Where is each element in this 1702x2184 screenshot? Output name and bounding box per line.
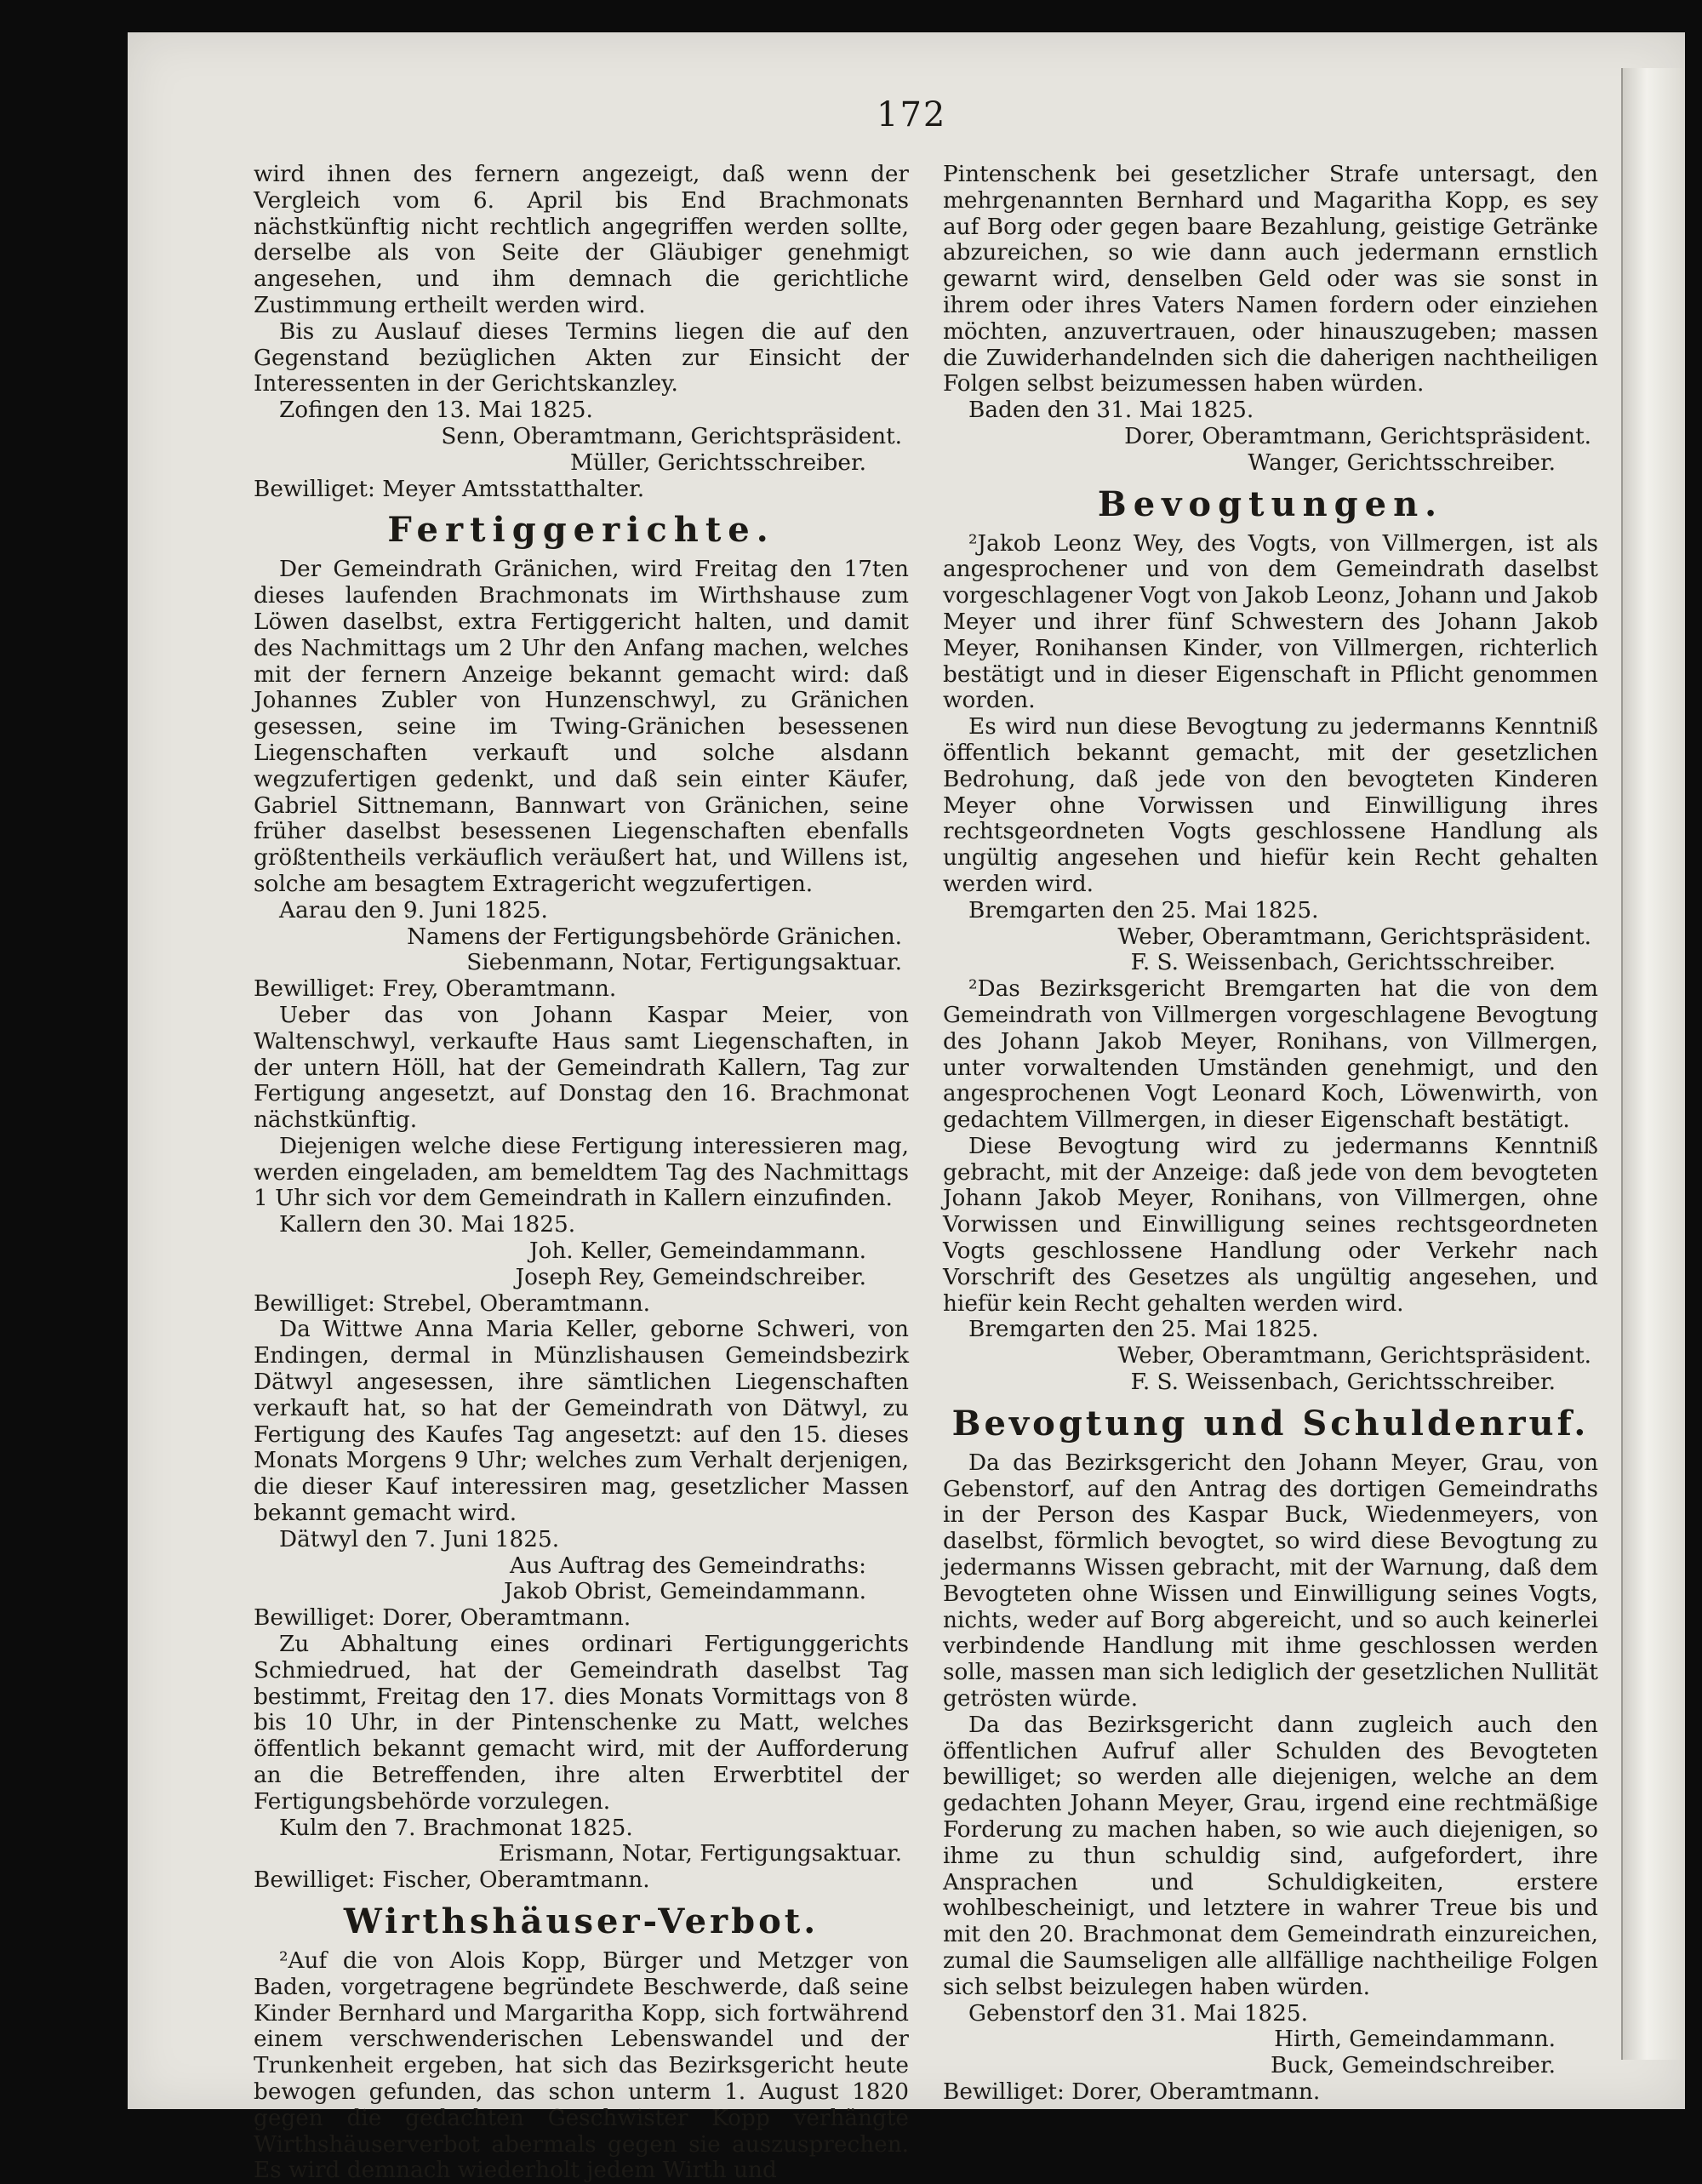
approval-line: Bewilliget: Dorer, Oberamtmann. [254, 1605, 631, 1632]
approval-line: Bewilliget: Dorer, Oberamtmann. [943, 2078, 1321, 2105]
paragraph: ²Das Bezirksgericht Bremgarten hat die von dem Gemeindrath von Villmergen vorgeschlagene Bevogtung des Johann Jakob Meyer, Ronihans, von Villmergen, unter vorwaltenden Umständen genehmigt, und den angesprochenen Vogt Leonard Koch, Löwenwirth, von gedachtem Villmergen, in dieser Eigenschaft bestätigt. [943, 976, 1598, 1134]
place-date: Gebenstorf den 31. Mai 1825. [968, 2000, 1308, 2027]
place-date: Baden den 31. Mai 1825. [968, 397, 1254, 424]
signature: Erismann, Notar, Fertigungsaktuar. [498, 1841, 902, 1867]
place-date: Zofingen den 13. Mai 1825. [279, 397, 593, 424]
right-column [943, 162, 1598, 2106]
signature: Buck, Gemeindschreiber. [1270, 2053, 1556, 2079]
signature: Jakob Obrist, Gemeindammann. [503, 1579, 866, 1605]
paragraph: Ueber das von Johann Kaspar Meier, von Waltenschwyl, verkaufte Haus samt Liegenschaften, in der untern Höll, hat der Gemeindrath Kallern, Tag zur Fertigung angesetzt, auf Donstag den 16. Brachmonat nächstkünftig. [254, 1002, 909, 1134]
section-heading-wirthshaeuser-verbot: Wirthshäuser-Verbot. [343, 1901, 820, 1941]
paragraph: ²Auf die von Alois Kopp, Bürger und Metzger von Baden, vorgetragene begründete Beschwerde, daß seine Kinder Bernhard und Margaritha Kopp, sich fortwährend einem verschwenderischen Lebenswandel und der Trunkenheit ergeben, hat sich das Bezirksgericht heute bewogen gefunden, das schon unterm 1. August 1820 gegen die gedachten Geschwister Kopp verhängte Wirthshäuserverbot abermals gegen sie auszusprechen. Es wird demnach wiederholt jedem Wirth und [254, 1948, 909, 2184]
approval-line: Bewilliget: Meyer Amtsstatthalter. [254, 476, 645, 502]
paragraph: wird ihnen des fernern angezeigt, daß wenn der Vergleich vom 6. April bis End Brachmonats nächstkünftig nicht rechtlich angegriffen werden sollte, derselbe als von Seite der Gläubiger genehmigt angesehen, und ihm demnach die gerichtliche Zustimmung ertheilt werden wird. [254, 162, 909, 318]
page-fold-edge [1621, 68, 1682, 2060]
place-date: Bremgarten den 25. Mai 1825. [968, 1317, 1319, 1343]
page-number: 172 [877, 95, 947, 134]
section-heading-fertiggerichte: Fertiggerichte. [387, 510, 775, 551]
signature: Aus Auftrag des Gemeindraths: [509, 1552, 866, 1579]
section-heading-bevogtung-und-schuldenruf: Bevogtung und Schuldenruf. [951, 1403, 1590, 1444]
signature: Weber, Oberamtmann, Gerichtspräsident. [1117, 1343, 1591, 1369]
place-date: Aarau den 9. Juni 1825. [279, 897, 548, 923]
signature: Dorer, Oberamtmann, Gerichtspräsident. [1124, 423, 1591, 449]
paragraph: Pintenschenk bei gesetzlicher Strafe untersagt, den mehrgenannten Bernhard und Magaritha Kopp, es sey auf Borg oder gegen baare Bezahlung, geistige Getränke abzureichen, so wie dann auch jedermann ernstlich gewarnt wird, denselben Geld oder was sie sonst in ihrem oder ihres Vaters Namen fordern oder einziehen möchten, anzuvertrauen, oder hinauszugeben; massen die Zuwiderhandelnden sich die daherigen nachtheiligen Folgen selbst beizumessen haben würden. [943, 162, 1598, 397]
paragraph: Es wird nun diese Bevogtung zu jedermanns Kenntniß öffentlich bekannt gemacht, mit der gesetzlichen Bedrohung, daß jede von den bevogteten Kinderen Meyer ohne Vorwissen und Einwilligung ihres rechtsgeordneten Vogts geschlossene Handlung als ungültig angesehen und hiefür kein Recht gehalten werden wird. [943, 714, 1598, 897]
paragraph: Diese Bevogtung wird zu jedermanns Kenntniß gebracht, mit der Anzeige: daß jede von dem bevogteten Johann Jakob Meyer, Ronihans, von Villmergen, ohne Vorwissen und Einwilligung seines rechtsgeordneten Vogts geschlossene Handlung oder Verkehr nach Vorschrift des Gesetzes als ungültig angesehen, und hiefür kein Recht gehalten werden wird. [943, 1133, 1598, 1317]
place-date: Dätwyl den 7. Juni 1825. [279, 1526, 560, 1552]
signature: F. S. Weissenbach, Gerichtsschreiber. [1130, 950, 1556, 976]
section-heading-bevogtungen: Bevogtungen. [1097, 483, 1444, 524]
approval-line: Bewilliget: Frey, Oberamtmann. [254, 976, 617, 1003]
signature: F. S. Weissenbach, Gerichtsschreiber. [1130, 1369, 1556, 1396]
approval-line: Bewilliget: Strebel, Oberamtmann. [254, 1290, 651, 1317]
paragraph: Da das Bezirksgericht den Johann Meyer, Grau, von Gebenstorf, auf den Antrag des dortigen Gemeindraths in der Person des Kaspar Buck, Wiedenmeyers, von daselbst, förmlich bevogtet, so wird diese Bevogtung zu jedermanns Wissen gebracht, mit der Warnung, daß dem Bevogteten ohne Wissen und Einwilligung seines Vogts, nichts, weder auf Borg abgereicht, und so auch keinerlei verbindende Handlung mit ihme geschlossen werden solle, massen man sich lediglich der gesetzlichen Nullität getrösten würde. [943, 1449, 1598, 1712]
paragraph: Der Gemeindrath Gränichen, wird Freitag den 17ten dieses laufenden Brachmonats im Wirthshause zum Löwen daselbst, extra Fertiggericht halten, und damit des Nachmittags um 2 Uhr den Anfang machen, welches mit der fernern Anzeige bekannt gemacht wird: daß Johannes Zubler von Hunzenschwyl, zu Gränichen gesessen, seine im Twing-Gränichen besessenen Liegenschaften verkauft und solche alsdann wegzufertigen gedenkt, und daß sein einter Käufer, Gabriel Sittnemann, Bannwart von Gränichen, seine früher daselbst besessenen Liegenschaften ebenfalls größtentheils verkäuflich veräußert hat, und Willens ist, solche am besagtem Extragericht wegzufertigen. [254, 557, 909, 897]
paragraph: ²Jakob Leonz Wey, des Vogts, von Villmergen, ist als angesprochener und von dem Gemeindrath daselbst vorgeschlagener Vogt von Jakob Leonz, Johann und Jakob Meyer und ihrer fünf Schwestern des Johann Jakob Meyer, Ronihansen Kinder, von Villmergen, richterlich bestätigt und in dieser Eigenschaft in Pflicht genommen worden. [943, 530, 1598, 714]
signature: Joseph Rey, Gemeindschreiber. [515, 1264, 866, 1290]
signature: Senn, Oberamtmann, Gerichtspräsident. [441, 423, 902, 449]
place-date: Kallern den 30. Mai 1825. [279, 1212, 576, 1238]
signature: Joh. Keller, Gemeindammann. [528, 1238, 866, 1265]
signature: Hirth, Gemeindammann. [1274, 2027, 1556, 2053]
paragraph: Bis zu Auslauf dieses Termins liegen die auf den Gegenstand bezüglichen Akten zur Einsicht der Interessenten in der Gerichtskanzley. [254, 318, 909, 397]
place-date: Kulm den 7. Brachmonat 1825. [279, 1815, 633, 1841]
paragraph: Da das Bezirksgericht dann zugleich auch den öffentlichen Aufruf aller Schulden des Bevogteten bewilliget; so werden alle diejenigen, welche an dem gedachten Johann Meyer, Grau, irgend eine rechtmäßige Forderung zu machen haben, so wie auch diejenigen, so ihme zu thun schuldig sind, aufgefordert, ihre Ansprachen und Schuldigkeiten, erstere wohlbescheinigt, und letztere in wahrer Treue bis und mit den 20. Brachmonat dem Gemeindrath einzureichen, zumal die Saumseligen alle allfällige nachtheilige Folgen sich selbst beizulegen haben würden. [943, 1712, 1598, 2000]
paragraph: Zu Abhaltung eines ordinari Fertigunggerichts Schmiedrued, hat der Gemeindrath daselbst Tag bestimmt, Freitag den 17. dies Monats Vormittags von 8 bis 10 Uhr, in der Pintenschenke zu Matt, welches öffentlich bekannt gemacht wird, mit der Aufforderung an die Betreffenden, ihre alten Erwerbtitel der Fertigungsbehörde vorzulegen. [254, 1632, 909, 1815]
place-date: Bremgarten den 25. Mai 1825. [968, 897, 1319, 923]
signature: Namens der Fertigungsbehörde Gränichen. [407, 923, 902, 950]
signature: Müller, Gerichtsschreiber. [569, 449, 866, 476]
paragraph: Diejenigen welche diese Fertigung interessieren mag, werden eingeladen, am bemeldtem Tag des Nachmittags 1 Uhr sich vor dem Gemeindrath in Kallern einzufinden. [254, 1133, 909, 1212]
signature: Weber, Oberamtmann, Gerichtspräsident. [1117, 923, 1591, 950]
approval-line: Bewilliget: Fischer, Oberamtmann. [254, 1867, 650, 1894]
signature: Wanger, Gerichtsschreiber. [1248, 449, 1556, 476]
signature: Siebenmann, Notar, Fertigungsaktuar. [466, 950, 902, 976]
paragraph: Da Wittwe Anna Maria Keller, geborne Schweri, von Endingen, dermal in Münzlishausen Gemeindsbezirk Dätwyl angesessen, ihre sämtlichen Liegenschaften verkauft hat, so hat der Gemeindrath von Dätwyl, zu Fertigung des Kaufes Tag angesetzt: auf den 15. dieses Monats Morgens 9 Uhr; welches zum Verhalt derjenigen, die dieser Kauf interessiren mag, gesetzlicher Massen bekannt gemacht wird. [254, 1317, 909, 1527]
left-column [254, 162, 909, 2184]
